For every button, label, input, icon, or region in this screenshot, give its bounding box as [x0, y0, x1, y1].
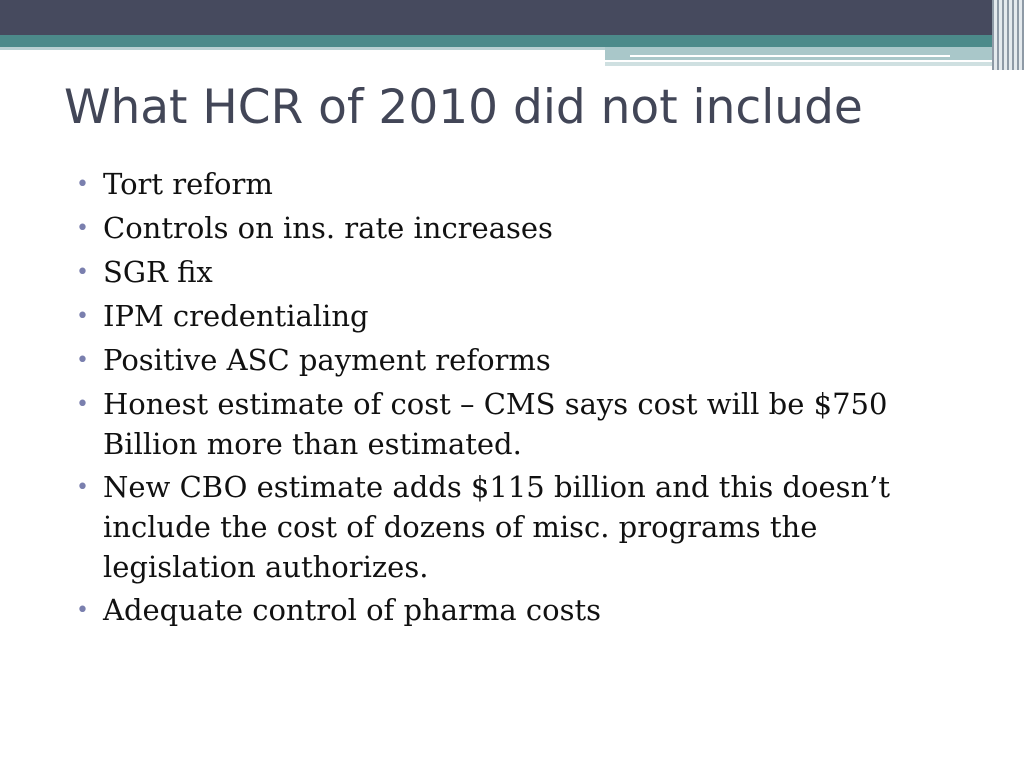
bullet-list [72, 164, 972, 634]
bullet-text: SGR fix [103, 255, 213, 289]
bullet-item [72, 296, 972, 337]
header-right-inner-line [630, 55, 950, 57]
slide-title: What HCR of 2010 did not include [64, 80, 863, 135]
bullet-item [72, 252, 972, 293]
bullet-item [72, 340, 972, 381]
bullet-item [72, 467, 972, 587]
bullet-marker-icon: • [76, 260, 89, 285]
bullet-text: Tort reform [103, 167, 273, 201]
bullet-item [72, 590, 972, 631]
bullet-marker-icon: • [76, 304, 89, 329]
bullet-text: Positive ASC payment reforms [103, 343, 551, 377]
bullet-marker-icon: • [76, 598, 89, 623]
bullet-text: New CBO estimate adds $115 billion and this doesn’t include the cost of dozens of misc. programs the legislation authorizes. [103, 470, 891, 584]
bullet-marker-icon: • [76, 392, 89, 417]
bullet-item [72, 384, 972, 464]
bullet-marker-icon: • [76, 475, 89, 500]
bullet-text: Adequate control of pharma costs [103, 593, 602, 627]
bullet-item [72, 208, 972, 249]
bullet-marker-icon: • [76, 172, 89, 197]
header-dark-band [0, 0, 1024, 35]
header-right-accent [605, 47, 1005, 60]
bullet-item [72, 164, 972, 205]
bullet-text: Controls on ins. rate increases [103, 211, 553, 245]
bullet-text: Honest estimate of cost – CMS says cost will be $750 Billion more than estimated. [103, 387, 888, 461]
bullet-marker-icon: • [76, 348, 89, 373]
header-teal-band [0, 35, 1024, 47]
bullet-text: IPM credentialing [103, 299, 369, 333]
bullet-marker-icon: • [76, 216, 89, 241]
header-stripes-decoration [992, 0, 1024, 70]
header-right-thin-line [605, 62, 1005, 66]
header-light-line [0, 47, 605, 50]
